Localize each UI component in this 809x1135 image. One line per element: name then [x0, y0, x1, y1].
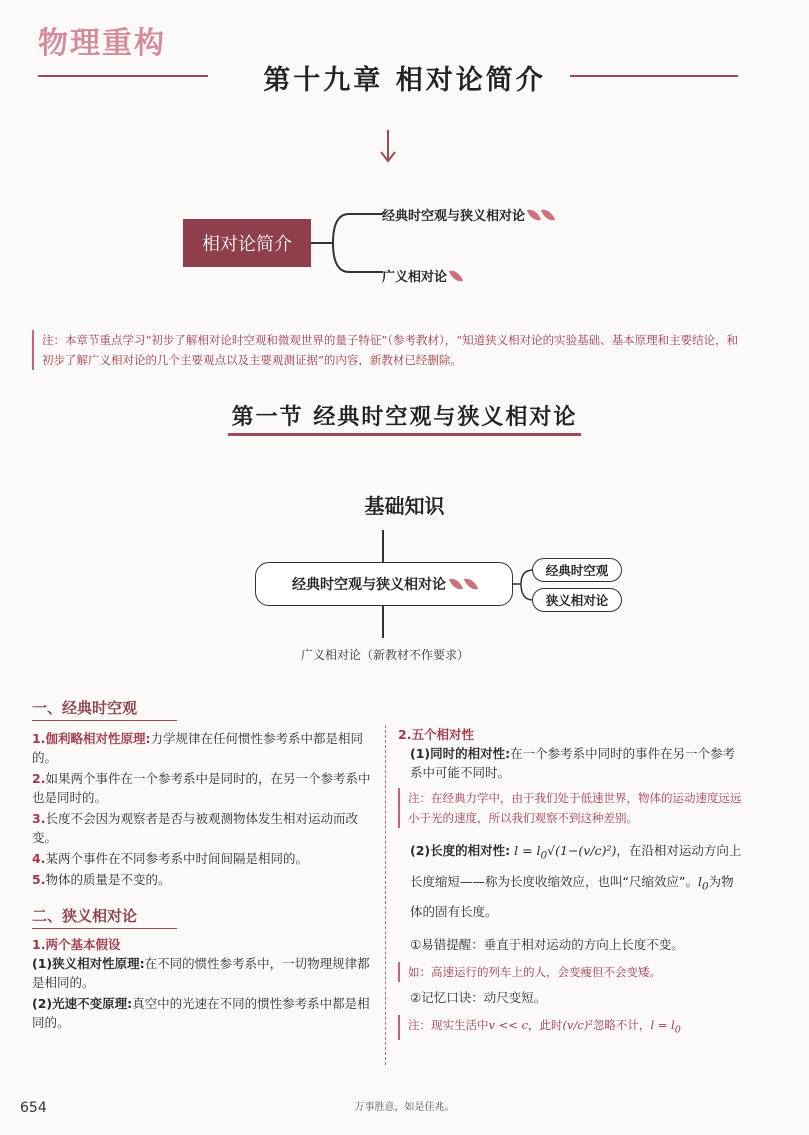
mindmap-branch-general [382, 266, 461, 285]
length-relativity [398, 838, 743, 925]
note-low-speed: 注：在经典力学中，由于我们处于低速世界，物体的运动速度远远小于光的速度，所以我们观察不到这种差别。 [398, 788, 743, 828]
map-bottom-note: 广义相对论（新教材不作要求） [300, 648, 469, 662]
mindmap-branch-label: 经典时空观与狭义相对论 [382, 209, 526, 224]
leaf-icon [527, 206, 541, 223]
item-number: 3. [32, 811, 46, 826]
list-item [32, 994, 372, 1032]
mindmap-branch-classical [382, 205, 553, 224]
leaf-icon [464, 576, 478, 593]
subheading-assumptions: 1.两个基本假设 [32, 937, 121, 952]
mindmap-branch-label: 广义相对论 [382, 270, 448, 285]
item-number: 5. [32, 872, 46, 887]
item-text: 真空中的光速在不同的惯性参考系中都是相同的。 [32, 996, 370, 1030]
list-item [32, 849, 372, 868]
map-center [255, 562, 513, 606]
basics-heading: 基础知识 [364, 494, 445, 518]
leaf-icon [449, 267, 463, 284]
heading-classical: 一、经典时空观 [32, 697, 177, 721]
page-number: 654 [20, 1100, 47, 1116]
map-line-bottom [382, 606, 384, 638]
note-text: 忽略不计， [592, 1018, 651, 1032]
map-node-special: 狭义相对论 [532, 588, 622, 612]
ratio-formula: (v/c)² [562, 1018, 593, 1032]
subheading-five-relativities: 2.五个相对性 [398, 727, 474, 742]
item-label: (1)狭义相对性原理: [32, 956, 145, 971]
item-label: (2)长度的相对性: [410, 843, 511, 858]
note-text: 注：现实生活中 [408, 1018, 489, 1032]
mindmap-root: 相对论简介 [183, 219, 311, 267]
tip-perpendicular: ①易错提醒：垂直于相对运动的方向上长度不变。 [410, 937, 684, 952]
right-column [398, 725, 743, 1040]
item-text: 在不同的惯性参考系中，一切物理规律都是相同的。 [32, 956, 370, 990]
item-label: (2)光速不变原理: [32, 996, 133, 1011]
note-train: 如：高速运行的列车上的人，会变瘦但不会变矮。 [398, 962, 743, 982]
column-divider [385, 725, 386, 1065]
l0-symbol: $l_0$ [697, 873, 709, 892]
left-column [32, 697, 372, 1034]
map-connector-right [513, 560, 533, 610]
note-text: ，此时 [528, 1018, 563, 1032]
chapter-note: 注：本章节重点学习“初步了解相对论时空观和微观世界的量子特征”（参考教材），“知道狭义相对论的实验基础、基本原理和主要结论，和初步了解广义相对论的几个主要观点以及主要观测证据”的内容，新教材已经删除。 [32, 330, 742, 370]
list-item [32, 729, 372, 767]
equality-formula: $l = l_0$ [650, 1018, 681, 1036]
section-title [0, 400, 809, 431]
list-item [32, 870, 372, 889]
map-line-top [382, 530, 384, 562]
item-label: (1)同时的相对性: [410, 746, 511, 761]
inequality-formula: v << c [488, 1018, 529, 1032]
leaf-icon [541, 206, 555, 223]
mindmap-connector [311, 200, 391, 290]
footer-motto: 万事胜意，如是佳兆。 [354, 1102, 455, 1113]
list-item [32, 954, 372, 992]
tip-mnemonic: ②记忆口诀：动尺变短。 [410, 990, 547, 1005]
leaf-icon [449, 576, 463, 593]
item-label: 1.伽利略相对性原理: [32, 731, 151, 746]
item-text: 如果两个事件在一个参考系中是同时的，在另一个参考系中也是同时的。 [32, 771, 371, 805]
map-center-label: 经典时空观与狭义相对论 [292, 577, 446, 593]
list-item [32, 809, 372, 847]
item-number: 4. [32, 851, 46, 866]
list-item [398, 744, 743, 782]
item-text: 长度不会因为观察者是否与被观测物体发生相对运动而改变。 [32, 811, 358, 845]
item-text: 力学规律在任何惯性参考系中都是相同的。 [32, 731, 363, 765]
list-item [32, 769, 372, 807]
item-text: 某两个事件在不同参考系中时间间隔是相同的。 [45, 851, 308, 866]
item-text: ，在沿相对运动方向上长度缩短——称为长度收缩效应，也叫“尺缩效应”。 [410, 843, 742, 889]
item-text: 在一个参考系中同时的事件在另一个参考系中可能不同时。 [410, 746, 736, 780]
item-number: 2. [32, 771, 46, 786]
note-everyday [398, 1015, 743, 1040]
section-title-text: 第一节 经典时空观与狭义相对论 [228, 404, 582, 436]
down-arrow-icon [378, 128, 398, 164]
item-text: 物体的质量是不变的。 [45, 872, 171, 887]
chapter-title: 第十九章 相对论简介 [263, 65, 546, 96]
length-formula: $l = l_0√(1-(v/c)^2)$ [514, 843, 617, 862]
map-node-classical: 经典时空观 [532, 558, 622, 582]
item-text: 为物体的固有长度。 [410, 873, 734, 919]
brand-title: 物理重构 [38, 26, 166, 61]
heading-special: 二、狭义相对论 [32, 905, 177, 929]
